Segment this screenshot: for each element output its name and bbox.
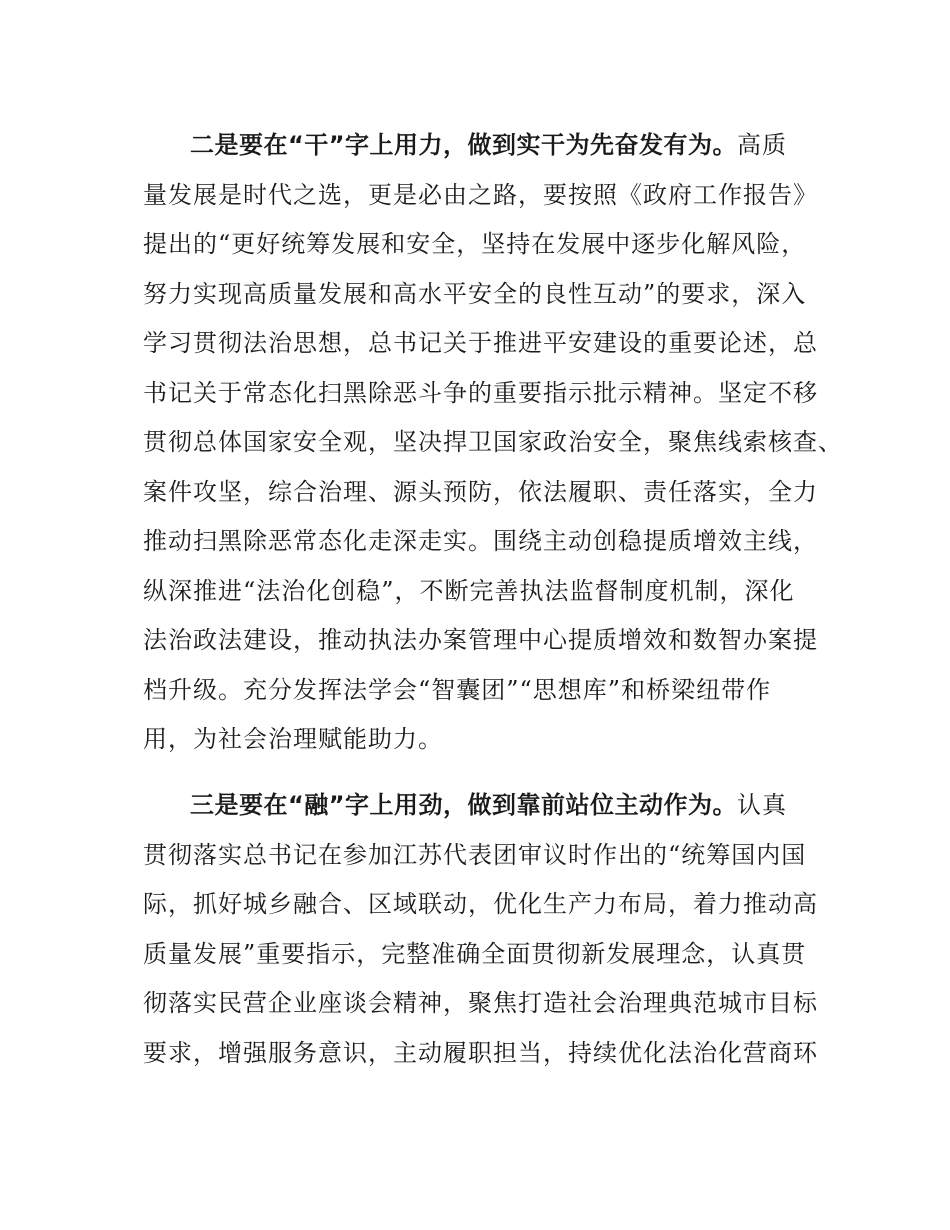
paragraph-1-first-line-tail: 高质 [737, 131, 788, 159]
paragraph-1-line: 量发展是时代之选，更是必由之路，要按照《政府工作报告》 [143, 181, 818, 209]
paragraph-1-line: 用，为社会治理赋能助力。 [143, 725, 443, 753]
paragraph-1-line: 学习贯彻法治思想，总书记关于推进平安建设的重要论述，总 [143, 329, 818, 357]
paragraph-2-first-line-tail: 认真 [737, 791, 788, 819]
paragraph-1-line: 档升级。充分发挥法学会“智囊团”“思想库”和桥梁纽带作 [143, 676, 772, 704]
paragraph-2-line: 贯彻落实总书记在参加江苏代表团审议时作出的“统筹国内国 [143, 841, 807, 869]
paragraph-1-line: 提出的“更好统筹发展和安全，坚持在发展中逐步化解风险， [143, 230, 807, 258]
paragraph-1-lead: 二是要在“干”字上用力，做到实干为先奋发有为。 [190, 131, 738, 159]
paragraph-2-first-line [190, 790, 787, 820]
paragraph-1-line: 努力实现高质量发展和高水平安全的良性互动”的要求，深入 [143, 280, 807, 308]
paragraph-1-line: 书记关于常态化扫黑除恶斗争的重要指示批示精神。坚定不移 [143, 379, 818, 407]
paragraph-1-first-line [190, 130, 787, 160]
paragraph-1-line: 贯彻总体国家安全观，坚决捍卫国家政治安全，聚焦线索核查、 [143, 428, 843, 456]
paragraph-1-line: 法治政法建设，推动执法办案管理中心提质增效和数智办案提 [143, 626, 818, 654]
paragraph-2-line: 际，抓好城乡融合、区域联动，优化生产力布局，着力推动高 [143, 890, 818, 918]
paragraph-2-line: 质量发展”重要指示，完整准确全面贯彻新发展理念，认真贯 [143, 940, 807, 968]
paragraph-1-line: 案件攻坚，综合治理、源头预防，依法履职、责任落实，全力 [143, 478, 818, 506]
paragraph-2-lead: 三是要在“融”字上用劲，做到靠前站位主动作为。 [190, 791, 738, 819]
paragraph-1-line: 纵深推进“法治化创稳”，不断完善执法监督制度机制，深化 [143, 577, 795, 605]
paragraph-2-line: 要求，增强服务意识，主动履职担当，持续优化法治化营商环 [143, 1039, 818, 1067]
paragraph-2-line: 彻落实民营企业座谈会精神，聚焦打造社会治理典范城市目标 [143, 989, 818, 1017]
paragraph-1-line: 推动扫黑除恶常态化走深走实。围绕主动创稳提质增效主线， [143, 527, 818, 555]
